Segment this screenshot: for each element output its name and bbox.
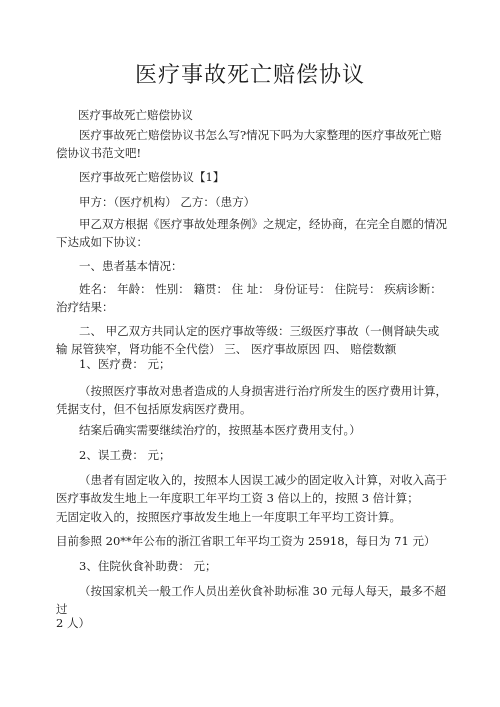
item3-body: （按国家机关一般工作人员出差伙食补助标准 30 元每人每天，最多不超过 — [56, 584, 446, 616]
parties-line: 甲方：（医疗机构） 乙方：（患方） — [79, 195, 256, 209]
section2-paragraph: 二、 甲乙双方共同认定的医疗事故等级：三级医疗事故（一侧肾缺失或输 尿管狭窄，肾功能不全代偿） 三、 医疗事故原因 四、 赔偿数额 — [56, 324, 440, 356]
document-title: 医疗事故死亡赔偿协议 — [134, 63, 365, 88]
section1-heading: 一、患者基本情况： — [79, 259, 183, 273]
item1-note: 结案后确实需要继续治疗的，按照基本医疗费用支付。） — [79, 423, 361, 437]
item2-body: （患者有固定收入的，按照本人因误工减少的固定收入计算，对收入高于医疗事故发生地上一年度职工年平均工资 3 倍以上的，按照 3 倍计算； — [56, 473, 447, 505]
item2-note: 无固定收入的，按照医疗事故发生地上一年度职工年平均工资计算。 — [56, 510, 401, 524]
item2-heading: 2、误工费： 元； — [79, 448, 171, 462]
item2-reference: 目前参照 20**年公布的浙江省职工年平均工资为 25918，每日为 71 元） — [56, 534, 436, 548]
intro-paragraph: 医疗事故死亡赔偿协议书怎么写?情况下吗为大家整理的医疗事故死亡赔偿协议书范文吧! — [56, 128, 442, 160]
patient-fields: 姓名： 年龄： 性别： 籍贯： 住 址： 身份证号： 住院号： 疾病诊断： 治疗结果： — [56, 282, 442, 314]
item3-heading: 3、住院伙食补助费： 元； — [79, 559, 217, 573]
item3-tail: 2 人） — [56, 616, 90, 630]
preamble-paragraph: 甲乙双方根据《医疗事故处理条例》之规定，经协商，在完全自愿的情况下达成如下协议： — [56, 217, 447, 249]
subtitle: 医疗事故死亡赔偿协议 — [78, 108, 193, 122]
item1-heading: 1、医疗费： 元； — [79, 357, 171, 371]
item1-body: （按照医疗事故对患者造成的人身损害进行治疗所发生的医疗费用计算，凭据支付，但不包括原发病医疗费用。 — [56, 384, 447, 416]
agreement-heading: 医疗事故死亡赔偿协议【1】 — [79, 170, 225, 184]
